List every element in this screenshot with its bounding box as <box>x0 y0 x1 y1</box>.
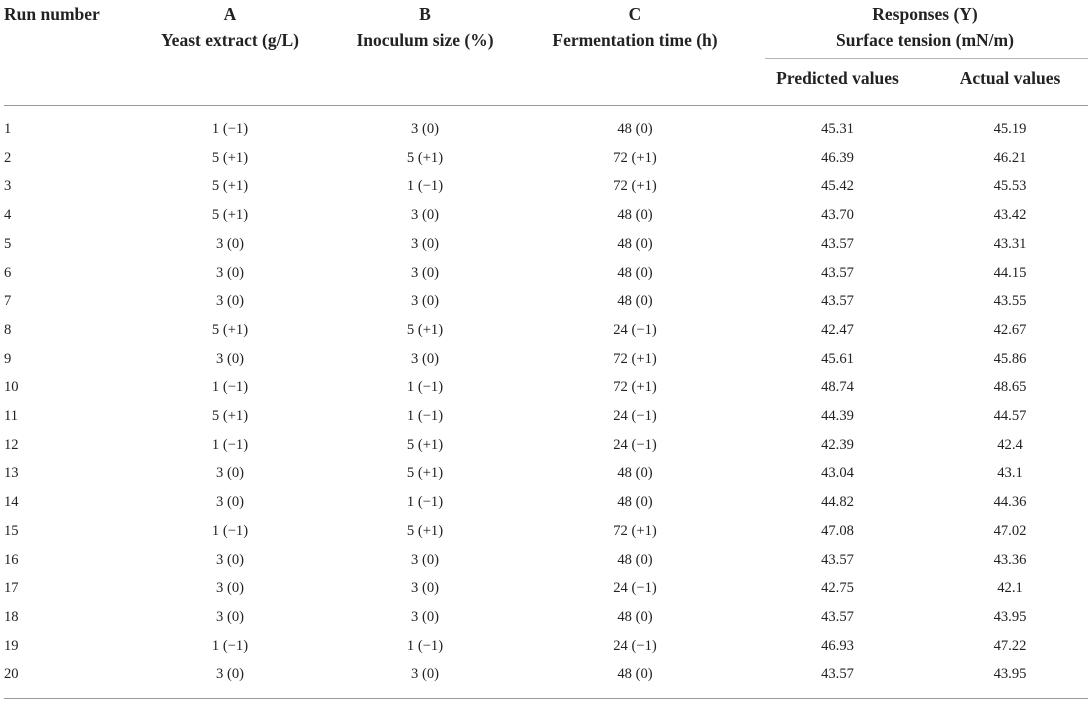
actual-value-cell: 45.53 <box>993 178 1027 195</box>
predicted-value-cell: 46.93 <box>821 637 854 654</box>
run-number-cell: 2 <box>4 149 12 166</box>
run-number-cell: 9 <box>4 350 12 367</box>
inoculum-size-cell: 3 (0) <box>411 608 439 625</box>
yeast-extract-cell: 3 (0) <box>216 350 244 367</box>
actual-value-cell: 47.02 <box>993 522 1027 539</box>
run-number-cell: 20 <box>4 666 19 683</box>
table-row <box>0 548 1091 577</box>
predicted-value-cell: 44.82 <box>821 494 854 511</box>
run-number-cell: 12 <box>4 436 19 453</box>
predicted-value-cell: 47.08 <box>821 522 854 539</box>
inoculum-size-cell: 3 (0) <box>411 350 439 367</box>
yeast-extract-cell: 1 (−1) <box>211 379 249 396</box>
run-number-cell: 16 <box>4 551 19 568</box>
yeast-extract-cell: 5 (+1) <box>211 149 249 166</box>
actual-value-cell: 44.36 <box>993 494 1027 511</box>
table-row <box>0 232 1091 261</box>
yeast-extract-cell: 1 (−1) <box>211 121 249 137</box>
fermentation-time-cell: 48 (0) <box>617 293 653 310</box>
header-run-number: Run number <box>4 4 100 24</box>
table-row <box>0 117 1091 146</box>
actual-value-cell: 43.55 <box>993 293 1027 310</box>
inoculum-size-cell: 1 (−1) <box>406 379 444 396</box>
table-row <box>0 634 1091 663</box>
predicted-value-cell: 42.39 <box>821 436 854 453</box>
yeast-extract-cell: 3 (0) <box>216 666 244 683</box>
run-number-cell: 8 <box>4 321 12 338</box>
fermentation-time-cell: 24 (−1) <box>613 321 657 338</box>
yeast-extract-cell: 3 (0) <box>216 235 244 252</box>
header-surface-tension: Surface tension (mN/m) <box>836 30 1014 50</box>
inoculum-size-cell: 3 (0) <box>411 207 439 224</box>
fermentation-time-cell: 48 (0) <box>617 235 653 252</box>
header-b-letter: B <box>419 4 431 24</box>
run-number-cell: 15 <box>4 522 19 539</box>
run-number-cell: 3 <box>4 178 12 195</box>
predicted-value-cell: 45.61 <box>821 350 854 367</box>
actual-value-cell: 47.22 <box>993 637 1027 654</box>
yeast-extract-cell: 5 (+1) <box>211 321 249 338</box>
inoculum-size-cell: 1 (−1) <box>406 637 444 654</box>
yeast-extract-cell: 3 (0) <box>216 551 244 568</box>
actual-value-cell: 43.36 <box>993 551 1027 568</box>
header-a-label: Yeast extract (g/L) <box>160 30 299 50</box>
yeast-extract-cell: 3 (0) <box>216 264 244 281</box>
predicted-value-cell: 43.57 <box>821 293 854 310</box>
header-a-letter: A <box>223 4 237 24</box>
yeast-extract-cell: 5 (+1) <box>211 178 249 195</box>
fermentation-time-cell: 48 (0) <box>617 551 653 568</box>
fermentation-time-cell: 72 (+1) <box>613 379 657 396</box>
run-number-cell: 5 <box>4 235 12 252</box>
yeast-extract-cell: 1 (−1) <box>211 637 249 654</box>
actual-value-cell: 43.95 <box>993 608 1027 625</box>
inoculum-size-cell: 1 (−1) <box>406 178 444 195</box>
yeast-extract-cell: 1 (−1) <box>211 436 249 453</box>
fermentation-time-cell: 48 (0) <box>617 465 653 482</box>
table-row <box>0 203 1091 232</box>
run-number-cell: 10 <box>4 379 19 396</box>
fermentation-time-cell: 48 (0) <box>617 207 653 224</box>
run-number-cell: 6 <box>4 264 12 281</box>
actual-value-cell: 48.65 <box>993 379 1027 396</box>
actual-value-cell: 45.19 <box>993 121 1027 137</box>
inoculum-size-cell: 1 (−1) <box>406 494 444 511</box>
header-b-label: Inoculum size (%) <box>356 30 494 50</box>
table-row <box>0 318 1091 347</box>
predicted-value-cell: 45.42 <box>821 178 854 195</box>
run-number-cell: 1 <box>4 121 12 137</box>
inoculum-size-cell: 1 (−1) <box>406 408 444 424</box>
fermentation-time-cell: 72 (+1) <box>613 522 657 539</box>
run-number-cell: 19 <box>4 637 19 654</box>
header-predicted-values: Predicted values <box>776 68 899 88</box>
table-row <box>0 461 1091 490</box>
inoculum-size-cell: 3 (0) <box>411 293 439 310</box>
fermentation-time-cell: 48 (0) <box>617 264 653 281</box>
actual-value-cell: 42.4 <box>997 436 1023 453</box>
inoculum-size-cell: 5 (+1) <box>406 465 444 482</box>
fermentation-time-cell: 72 (+1) <box>613 149 657 166</box>
inoculum-size-cell: 5 (+1) <box>406 436 444 453</box>
header-span-rule <box>765 58 1088 59</box>
predicted-value-cell: 45.31 <box>821 121 854 137</box>
yeast-extract-cell: 3 (0) <box>216 465 244 482</box>
table-row <box>0 519 1091 548</box>
run-number-cell: 4 <box>4 207 12 224</box>
run-number-cell: 11 <box>4 408 19 424</box>
inoculum-size-cell: 3 (0) <box>411 580 439 597</box>
table-row <box>0 490 1091 519</box>
predicted-value-cell: 42.47 <box>821 321 854 338</box>
table-row <box>0 146 1091 175</box>
actual-value-cell: 46.21 <box>993 149 1027 166</box>
yeast-extract-cell: 1 (−1) <box>211 522 249 539</box>
fermentation-time-cell: 48 (0) <box>617 666 653 683</box>
predicted-value-cell: 46.39 <box>821 149 854 166</box>
actual-value-cell: 45.86 <box>993 350 1027 367</box>
table-row <box>0 289 1091 318</box>
header-c-letter: C <box>628 4 642 24</box>
predicted-value-cell: 43.04 <box>821 465 854 482</box>
fermentation-time-cell: 48 (0) <box>617 608 653 625</box>
yeast-extract-cell: 3 (0) <box>216 494 244 511</box>
inoculum-size-cell: 3 (0) <box>411 235 439 252</box>
yeast-extract-cell: 3 (0) <box>216 580 244 597</box>
predicted-value-cell: 44.39 <box>821 408 854 424</box>
fermentation-time-cell: 72 (+1) <box>613 178 657 195</box>
predicted-value-cell: 43.57 <box>821 666 854 683</box>
table-bottom-rule <box>4 698 1088 699</box>
table-row <box>0 605 1091 634</box>
predicted-value-cell: 43.57 <box>821 608 854 625</box>
run-number-cell: 17 <box>4 580 19 597</box>
actual-value-cell: 43.31 <box>993 235 1027 252</box>
actual-value-cell: 43.1 <box>997 465 1023 482</box>
header-c-label: Fermentation time (h) <box>552 30 718 50</box>
table-row <box>0 433 1091 462</box>
predicted-value-cell: 43.57 <box>821 551 854 568</box>
run-number-cell: 18 <box>4 608 19 625</box>
fermentation-time-cell: 24 (−1) <box>613 408 657 424</box>
table-row <box>0 347 1091 376</box>
predicted-value-cell: 43.57 <box>821 235 854 252</box>
fermentation-time-cell: 24 (−1) <box>613 580 657 597</box>
actual-value-cell: 43.95 <box>993 666 1027 683</box>
header-responses: Responses (Y) <box>872 4 978 24</box>
table-row <box>0 174 1091 203</box>
inoculum-size-cell: 3 (0) <box>411 551 439 568</box>
fermentation-time-cell: 72 (+1) <box>613 350 657 367</box>
fermentation-time-cell: 48 (0) <box>617 494 653 511</box>
fermentation-time-cell: 24 (−1) <box>613 637 657 654</box>
table-row <box>0 404 1091 433</box>
header-actual-values: Actual values <box>959 68 1061 88</box>
inoculum-size-cell: 5 (+1) <box>406 149 444 166</box>
run-number-cell: 13 <box>4 465 19 482</box>
yeast-extract-cell: 3 (0) <box>216 293 244 310</box>
yeast-extract-cell: 5 (+1) <box>211 207 249 224</box>
actual-value-cell: 43.42 <box>993 207 1027 224</box>
predicted-value-cell: 48.74 <box>821 379 854 396</box>
header-bottom-rule <box>4 105 1088 106</box>
fermentation-time-cell: 48 (0) <box>617 121 653 137</box>
table-row <box>0 662 1091 691</box>
run-number-cell: 14 <box>4 494 19 511</box>
predicted-value-cell: 43.70 <box>821 207 854 224</box>
actual-value-cell: 42.1 <box>997 580 1023 597</box>
inoculum-size-cell: 5 (+1) <box>406 321 444 338</box>
yeast-extract-cell: 5 (+1) <box>211 408 249 424</box>
table-row <box>0 261 1091 290</box>
run-number-cell: 7 <box>4 293 12 310</box>
fermentation-time-cell: 24 (−1) <box>613 436 657 453</box>
table-row <box>0 375 1091 404</box>
inoculum-size-cell: 3 (0) <box>411 264 439 281</box>
predicted-value-cell: 42.75 <box>821 580 854 597</box>
inoculum-size-cell: 3 (0) <box>411 666 439 683</box>
actual-value-cell: 44.15 <box>993 264 1027 281</box>
inoculum-size-cell: 5 (+1) <box>406 522 444 539</box>
inoculum-size-cell: 3 (0) <box>411 121 439 137</box>
actual-value-cell: 42.67 <box>993 321 1027 338</box>
table-row <box>0 576 1091 605</box>
actual-value-cell: 44.57 <box>993 408 1027 424</box>
predicted-value-cell: 43.57 <box>821 264 854 281</box>
yeast-extract-cell: 3 (0) <box>216 608 244 625</box>
